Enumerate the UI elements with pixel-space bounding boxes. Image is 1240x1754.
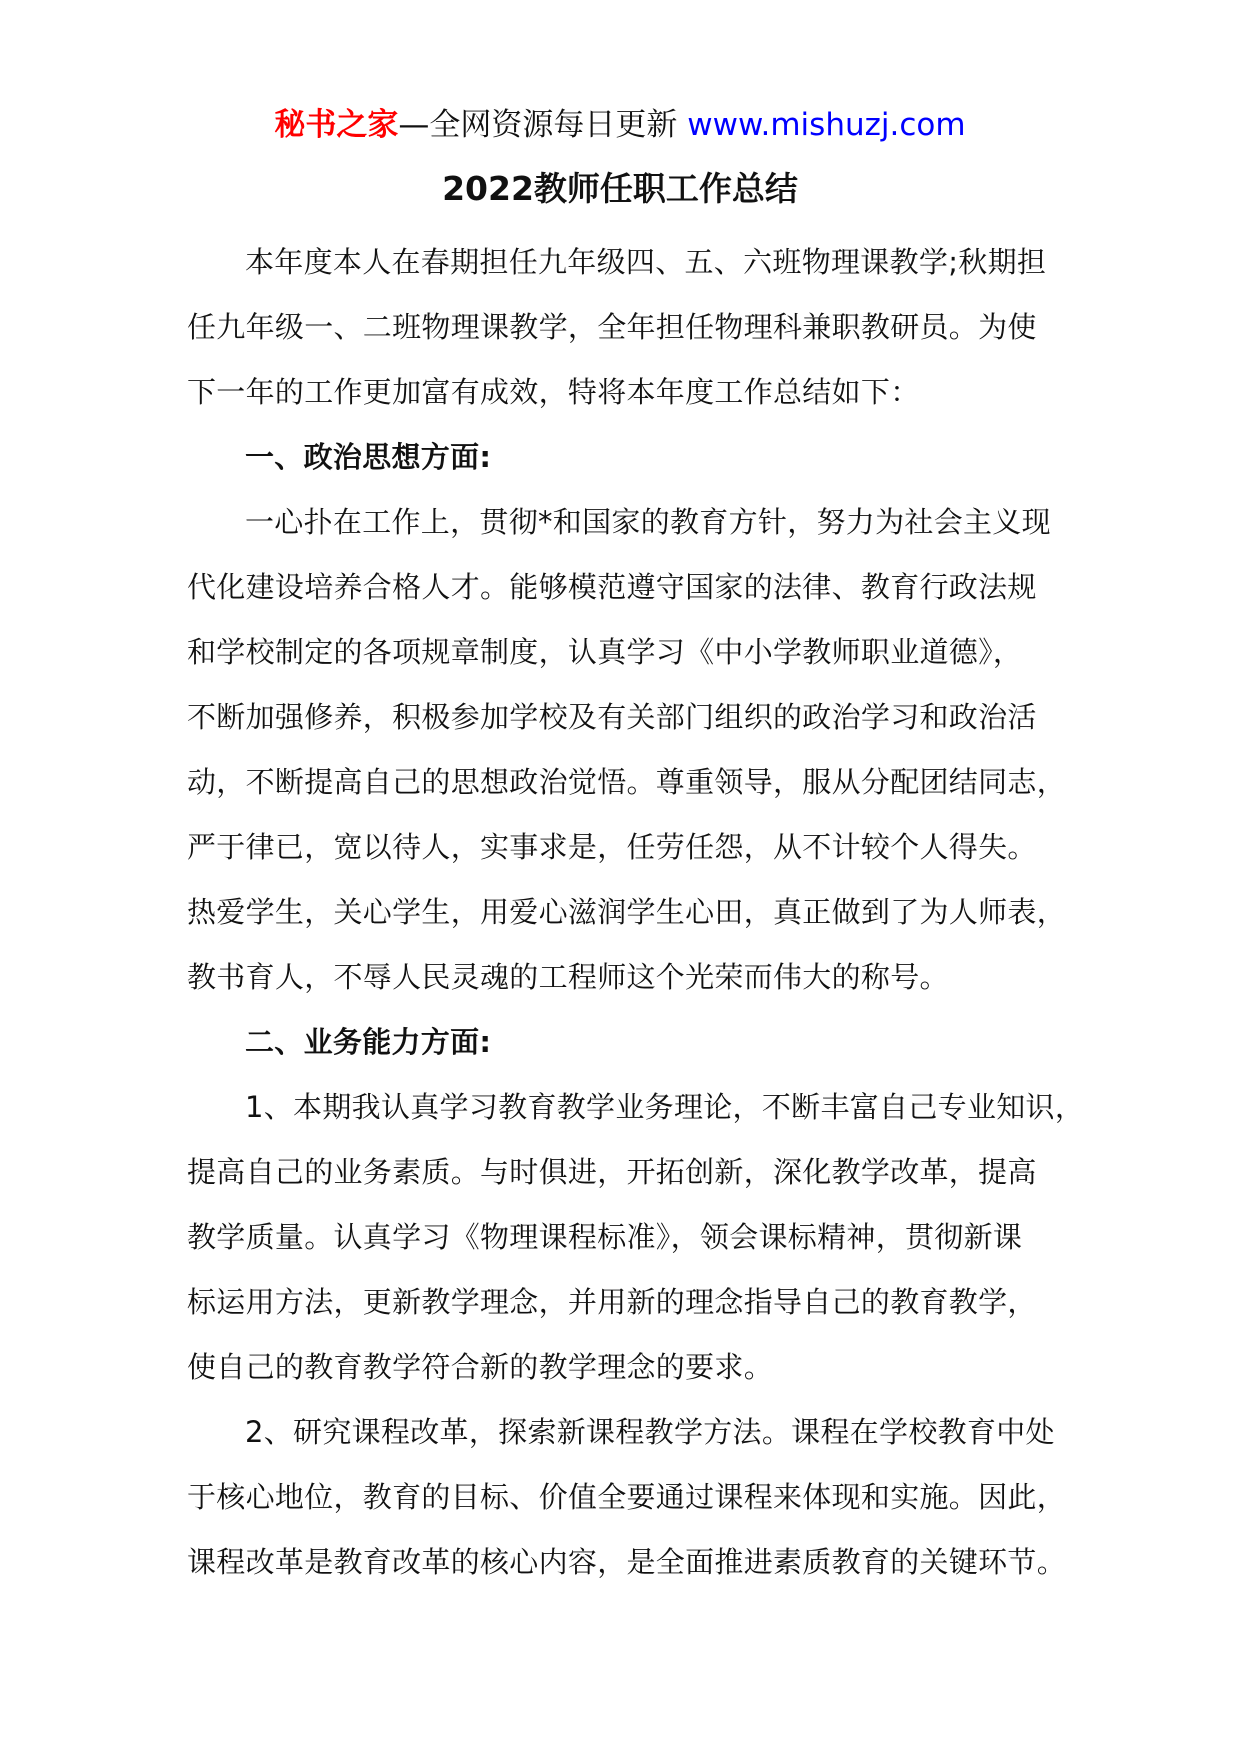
- document-body: [187, 230, 1087, 1595]
- site-url-link[interactable]: www.mishuzj.com: [687, 107, 966, 143]
- site-tagline: —全网资源每日更新: [398, 107, 688, 143]
- paragraph-line: 教书育人，不辱人民灵魂的工程师这个光荣而伟大的称号。: [187, 960, 949, 994]
- paragraph-line: 和学校制定的各项规章制度，认真学习《中小学教师职业道德》，: [187, 635, 1023, 669]
- paragraph-line: 本年度本人在春期担任九年级四、五、六班物理课教学;秋期担: [245, 245, 1047, 279]
- paragraph-line: 动，不断提高自己的思想政治觉悟。尊重领导，服从分配团结同志，: [187, 765, 1067, 799]
- paragraph-line: 教学质量。认真学习《物理课程标准》，领会课标精神，贯彻新课: [187, 1220, 1023, 1254]
- paragraph-line: 下一年的工作更加富有成效，特将本年度工作总结如下：: [187, 375, 920, 409]
- paragraph-line: 代化建设培养合格人才。能够模范遵守国家的法律、教育行政法规: [187, 570, 1037, 604]
- section-heading-ability: 二、业务能力方面:: [245, 1025, 492, 1059]
- paragraph-line: 一心扑在工作上，贯彻*和国家的教育方针，努力为社会主义现: [245, 505, 1051, 539]
- paragraph-line: 热爱学生，关心学生，用爱心滋润学生心田，真正做到了为人师表，: [187, 895, 1067, 929]
- paragraph-line: 2、研究课程改革，探索新课程教学方法。课程在学校教育中处: [245, 1415, 1055, 1449]
- paragraph-line: 提高自己的业务素质。与时俱进，开拓创新，深化教学改革，提高: [187, 1155, 1037, 1189]
- paragraph-line: 课程改革是教育改革的核心内容，是全面推进素质教育的关键环节。: [187, 1545, 1067, 1579]
- paragraph-line: 1、本期我认真学习教育教学业务理论，不断丰富自己专业知识，: [245, 1090, 1085, 1124]
- paragraph-line: 使自己的教育教学符合新的教学理念的要求。: [187, 1350, 774, 1384]
- paragraph-line: 于核心地位，教育的目标、价值全要通过课程来体现和实施。因此，: [187, 1480, 1067, 1514]
- paragraph-line: 不断加强修养，积极参加学校及有关部门组织的政治学习和政治活: [187, 700, 1037, 734]
- paragraph-line: 严于律已，宽以待人，实事求是，任劳任怨，从不计较个人得失。: [187, 830, 1037, 864]
- section-heading-politics: 一、政治思想方面:: [245, 440, 492, 474]
- paragraph-line: 标运用方法，更新教学理念，并用新的理念指导自己的教育教学，: [187, 1285, 1037, 1319]
- document-title: 2022教师任职工作总结: [442, 169, 798, 208]
- paragraph-line: 任九年级一、二班物理课教学，全年担任物理科兼职教研员。为使: [187, 310, 1037, 344]
- site-header: [0, 103, 1240, 147]
- site-brand: 秘书之家: [274, 107, 399, 143]
